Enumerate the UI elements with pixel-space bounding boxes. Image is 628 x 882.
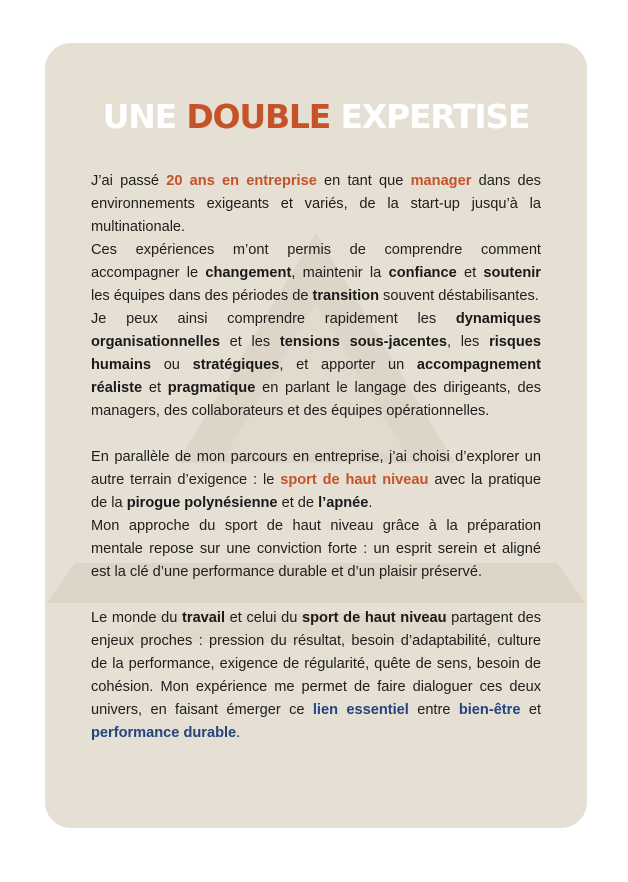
text: avec la pratique de la [91, 472, 542, 511]
text: et [456, 265, 484, 281]
text: entre [408, 702, 459, 718]
bold-soutenir: soutenir [483, 265, 541, 281]
text: et de [277, 495, 319, 511]
bold-apnee: l’apnée [318, 495, 369, 511]
text: en parlant le langage des dirigeants, des managers, des collaborateurs et des équipes opérationnelles. [91, 380, 541, 419]
highlight-performance-durable: performance durable [91, 725, 237, 741]
paragraph-experiences [91, 239, 541, 308]
text: J’ai passé [91, 173, 167, 189]
bold-strategiques: stratégiques [192, 357, 280, 373]
highlight-lien-essentiel: lien essentiel [312, 702, 409, 718]
text: souvent déstabilisantes. [378, 288, 539, 304]
text: dans des environnements exigeants et variés, de la start-up jusqu’à la multinationale. [91, 173, 541, 235]
body-text [91, 170, 541, 745]
text: , les [446, 334, 490, 350]
text: Le monde du [91, 610, 183, 626]
text: , et apporter un [279, 357, 417, 373]
text: partagent des enjeux proches : pression du résultat, besoin d’adaptabilité, culture de la performance, exigence de régularité, quête de sens, besoin de cohésion. Mon expérience me permet de faire dialoguer ces deux univers, en faisant émerger ce [91, 610, 541, 718]
text: , maintenir la [291, 265, 389, 281]
paragraph-approach [91, 515, 541, 584]
paragraph-dynamics [91, 308, 541, 423]
title-highlight: DOUBLE [186, 97, 331, 136]
highlight-sport: sport de haut niveau [280, 472, 429, 488]
text: . [236, 725, 241, 741]
bold-risques: risques humains [91, 334, 541, 373]
text: Ces expériences m’ont permis de comprendre comment accompagner le [91, 242, 541, 281]
text: . [368, 495, 373, 511]
text: Je peux ainsi comprendre rapidement les [91, 311, 456, 327]
expertise-card [45, 43, 587, 828]
text: et les [219, 334, 280, 350]
bold-transition: transition [312, 288, 379, 304]
text: les équipes dans des périodes de [91, 288, 313, 304]
text: ou [151, 357, 193, 373]
paragraph-career [91, 170, 541, 239]
highlight-20-years: 20 ans en entreprise [166, 173, 317, 189]
title-part-1: UNE [102, 97, 187, 136]
page-title [45, 97, 587, 137]
text: Mon approche du sport de haut niveau grâce à la préparation mentale repose sur une conviction forte : un esprit serein et aligné est la clé d’une performance durable et d’un plaisir préservé. [91, 518, 541, 580]
paragraph-bridge [91, 607, 541, 745]
paragraph-sport [91, 446, 541, 515]
paragraph-gap [91, 423, 541, 446]
highlight-manager: manager [410, 173, 472, 189]
paragraph-gap [91, 584, 541, 607]
title-part-2: EXPERTISE [330, 97, 530, 136]
bold-tensions: tensions sous-jacentes [279, 334, 447, 350]
highlight-bien-etre: bien-être [458, 702, 521, 718]
bold-accompagnement: accompagnement réaliste [91, 357, 541, 396]
bold-dynamiques: dynamiques organisationnelles [91, 311, 541, 350]
text: en tant que [316, 173, 411, 189]
text: et [520, 702, 541, 718]
bold-confiance: confiance [388, 265, 457, 281]
bold-sport: sport de haut niveau [302, 610, 447, 626]
bold-pragmatique: pragmatique [167, 380, 256, 396]
bold-travail: travail [182, 610, 226, 626]
bold-pirogue: pirogue polynésienne [126, 495, 278, 511]
text: et celui du [225, 610, 303, 626]
text: En parallèle de mon parcours en entreprise, j’ai choisi d’explorer un autre terrain d’exigence : le [91, 449, 541, 488]
bold-changement: changement [205, 265, 292, 281]
text: et [142, 380, 168, 396]
